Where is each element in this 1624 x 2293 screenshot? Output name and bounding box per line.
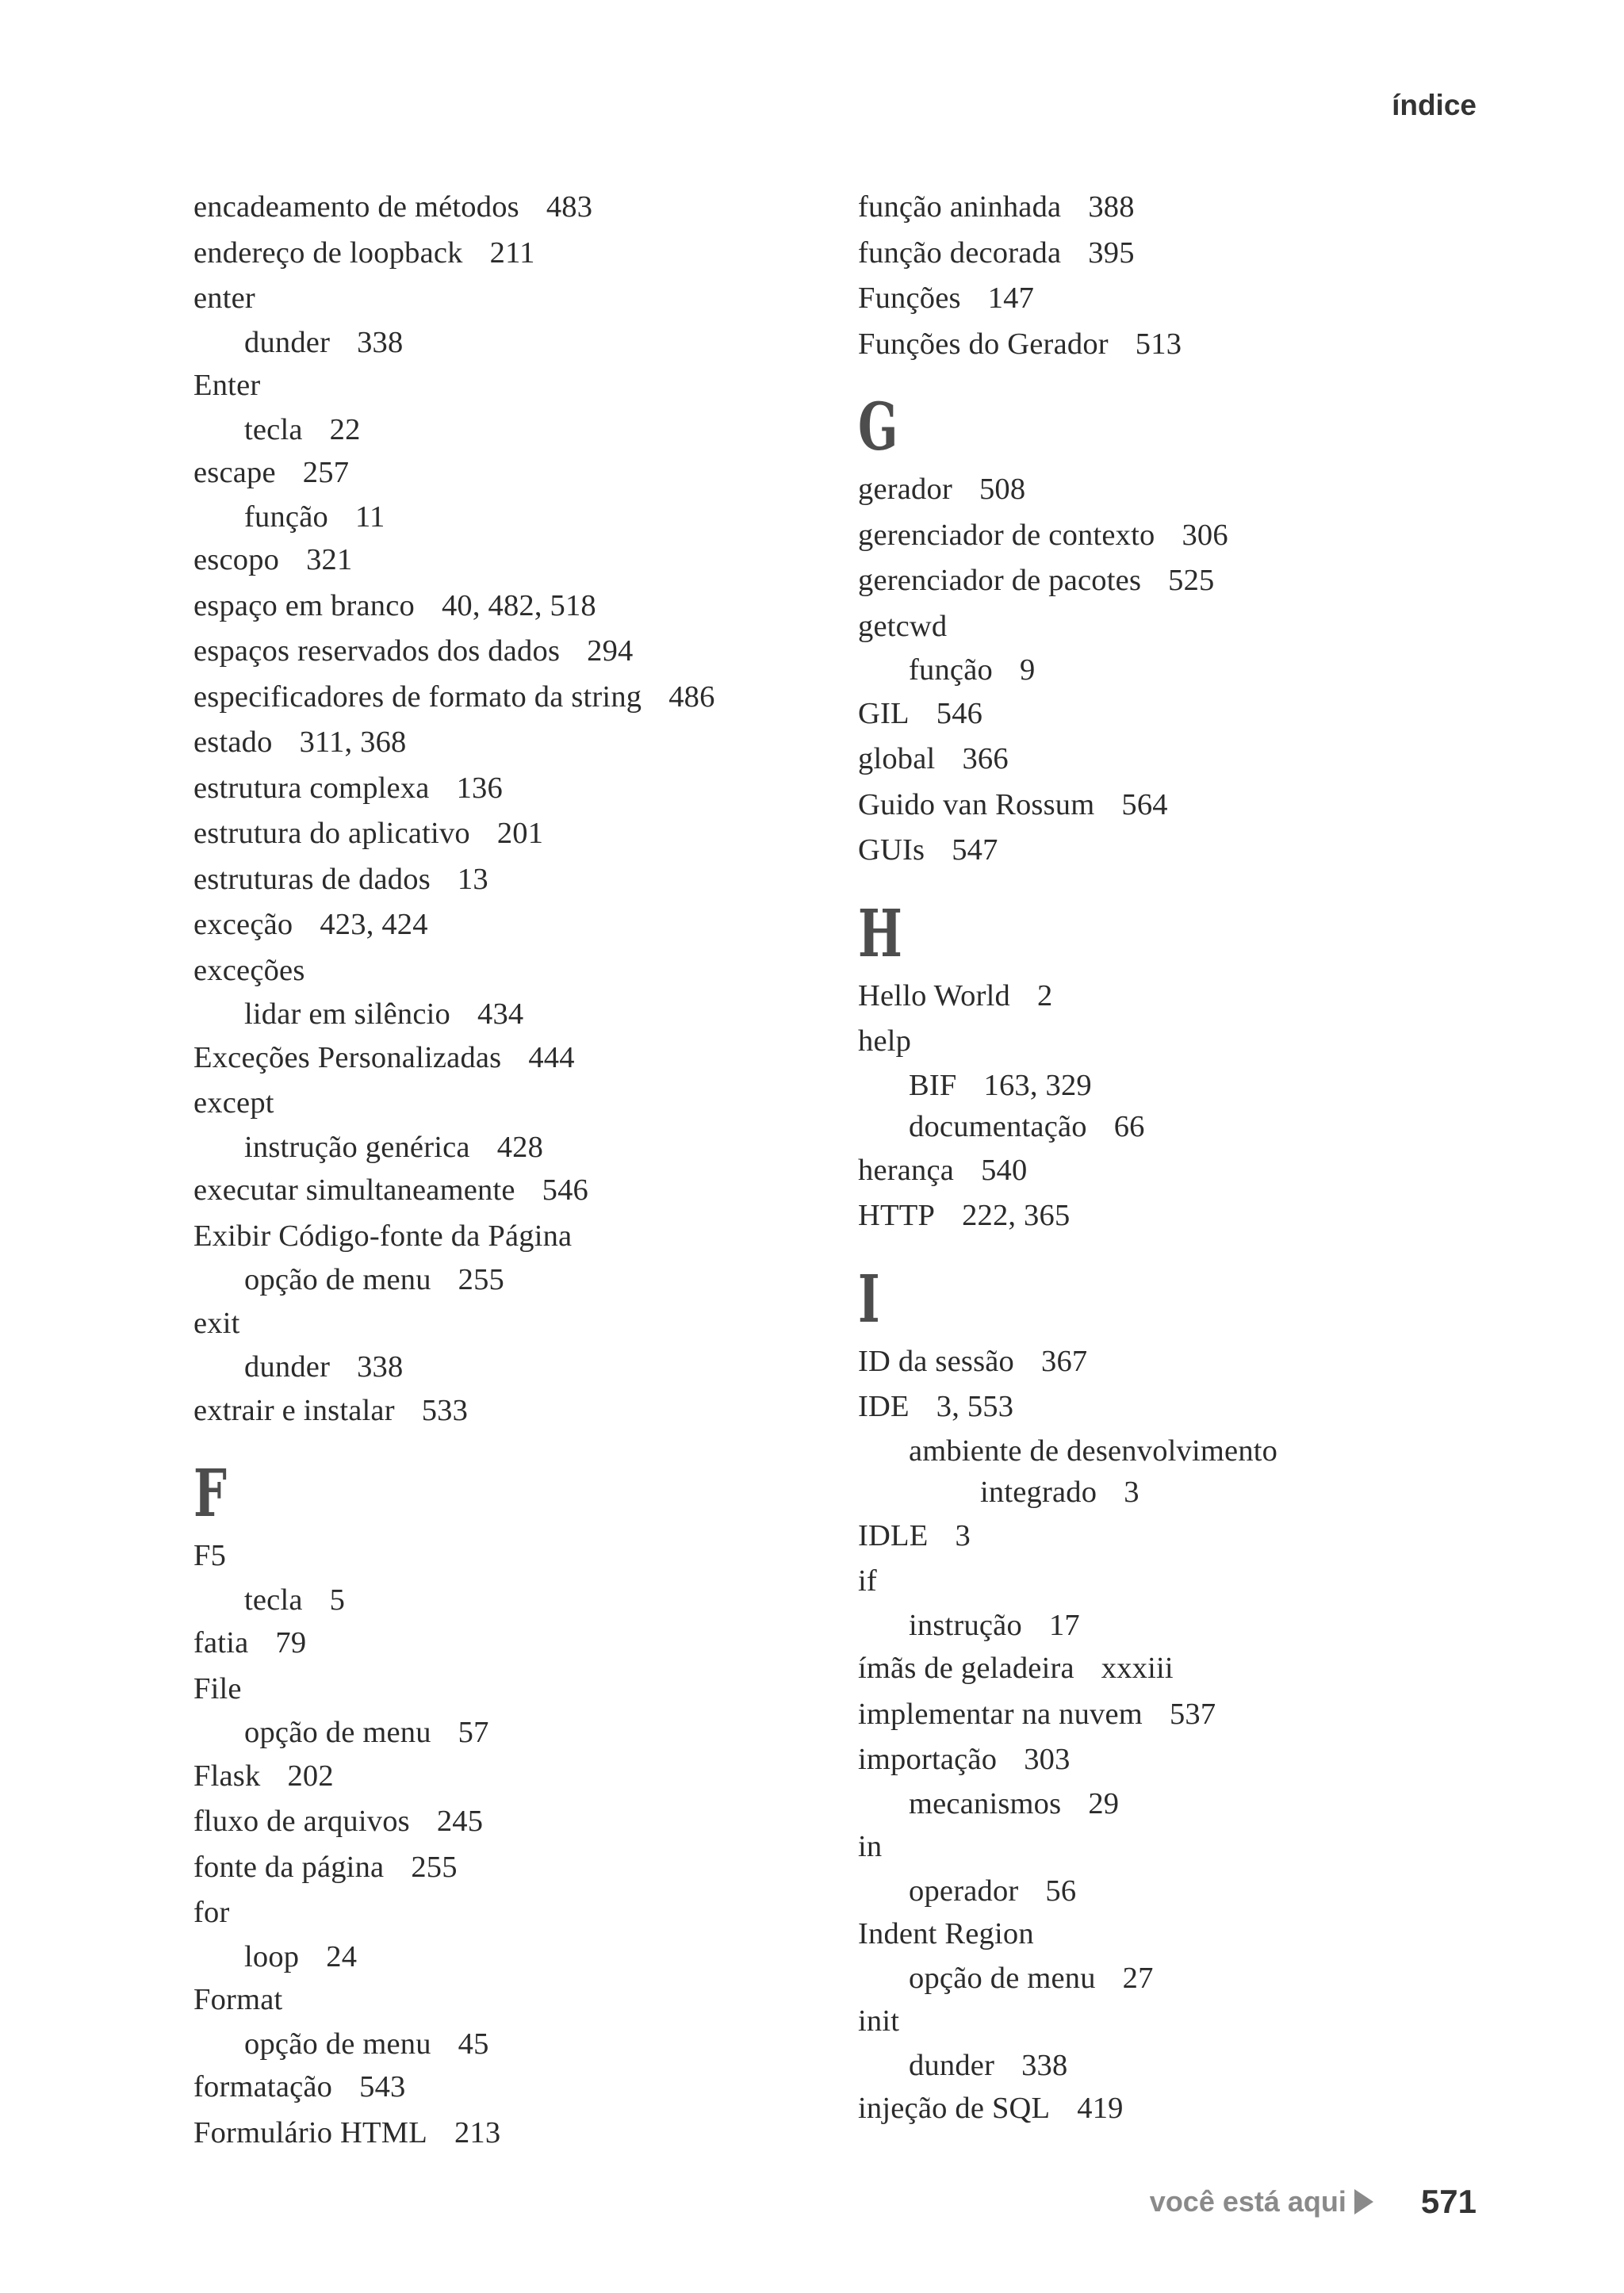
index-term: Funções	[858, 281, 961, 315]
index-page-numbers: 525	[1168, 564, 1215, 597]
index-term: exceção	[193, 908, 293, 941]
index-entry	[193, 1214, 828, 1260]
index-term: função decorada	[858, 235, 1062, 270]
index-term: Indent Region	[858, 1917, 1034, 1950]
index-page-numbers: 79	[275, 1626, 307, 1659]
index-entry	[858, 322, 1477, 368]
index-term: endereço de loopback	[193, 235, 463, 270]
index-page-numbers: 338	[1021, 2048, 1068, 2082]
index-subentry	[858, 2045, 1477, 2087]
index-term: Exibir Código-fonte da Página	[193, 1219, 573, 1253]
index-page-numbers: 3, 553	[936, 1390, 1014, 1423]
index-subentry	[193, 496, 828, 538]
index-term: ímãs de geladeira	[858, 1652, 1074, 1685]
index-term: Funções do Gerador	[858, 327, 1109, 361]
index-page-numbers: 5	[329, 1583, 346, 1617]
index-term: except	[193, 1086, 274, 1120]
index-term: for	[193, 1896, 230, 1929]
index-page-numbers: 222, 365	[962, 1199, 1071, 1232]
index-term: HTTP	[858, 1199, 936, 1232]
index-term: mecanismos	[909, 1786, 1062, 1820]
index-term: help	[858, 1024, 912, 1058]
index-entry	[193, 1301, 828, 1347]
page-number: 571	[1420, 2183, 1477, 2220]
index-page-numbers: 2	[1036, 978, 1053, 1013]
index-term: formatação	[193, 2070, 333, 2104]
index-subentry	[193, 1127, 828, 1169]
index-subentry	[858, 1783, 1477, 1825]
index-subentry	[193, 993, 828, 1035]
index-term: lidar em silêncio	[244, 997, 450, 1031]
index-page-numbers: 546	[936, 696, 983, 730]
index-entry	[858, 276, 1477, 322]
index-term: função aninhada	[858, 190, 1062, 224]
index-entry	[193, 720, 828, 766]
index-entry	[193, 675, 828, 721]
index-term: Formulário HTML	[193, 2115, 427, 2149]
index-entry	[858, 1824, 1477, 1870]
index-term: if	[858, 1564, 877, 1598]
index-subentry	[858, 1106, 1477, 1148]
index-entry	[193, 629, 828, 675]
index-page-numbers: 11	[354, 500, 385, 534]
index-subentry	[858, 1958, 1477, 2000]
index-entry	[858, 1692, 1477, 1738]
section-title: índice	[1392, 89, 1477, 121]
index-term: herança	[858, 1153, 955, 1187]
index-page-numbers: 255	[458, 1263, 505, 1296]
index-entry	[193, 1799, 828, 1845]
index-term: estado	[193, 725, 273, 759]
index-subentry	[193, 1259, 828, 1301]
index-term: loop	[244, 1939, 300, 1973]
index-column-right	[858, 185, 1477, 2132]
index-letter-heading: I	[858, 1261, 880, 1338]
index-term: função	[909, 653, 993, 687]
index-entry	[858, 604, 1477, 650]
index-term: implementar na nuvem	[858, 1697, 1143, 1731]
index-page-numbers: 303	[1024, 1743, 1071, 1776]
index-term: in	[858, 1830, 883, 1863]
index-subentry	[858, 1430, 1477, 1472]
index-term: encadeamento de métodos	[193, 190, 519, 224]
index-page-numbers: 321	[306, 543, 353, 576]
index-term: F5	[193, 1539, 227, 1572]
index-term: instrução genérica	[244, 1130, 470, 1164]
index-page-numbers: 13	[457, 862, 488, 896]
index-term: ambiente de desenvolvimento	[909, 1434, 1278, 1468]
index-subentry	[858, 649, 1477, 691]
index-entry	[193, 1977, 828, 2023]
index-entry	[193, 1667, 828, 1713]
index-page-numbers: 136	[456, 771, 503, 805]
index-term: File	[193, 1671, 242, 1705]
index-term: getcwd	[858, 609, 948, 643]
index-entry	[858, 1999, 1477, 2045]
index-term: injeção de SQL	[858, 2092, 1051, 2125]
index-page-numbers: 57	[458, 1716, 489, 1749]
index-term: escopo	[193, 543, 280, 576]
index-subentry	[193, 1346, 828, 1388]
index-term: espaço em branco	[193, 588, 415, 622]
index-page-numbers: 24	[326, 1939, 358, 1973]
index-term: especificadores de formato da string	[193, 679, 642, 714]
index-subentry	[858, 1605, 1477, 1647]
index-entry	[193, 1754, 828, 1800]
index-entry	[858, 974, 1477, 1020]
index-term: dunder	[244, 325, 331, 359]
index-term: executar simultaneamente	[193, 1173, 515, 1207]
index-term: exit	[193, 1306, 240, 1340]
index-entry	[193, 1035, 828, 1081]
index-term: init	[858, 2004, 900, 2038]
index-entry	[193, 231, 828, 277]
index-entry	[193, 185, 828, 231]
index-entry	[193, 584, 828, 630]
index-term: Hello World	[858, 978, 1010, 1013]
index-page-numbers: 147	[987, 281, 1035, 315]
index-term: função	[244, 500, 328, 534]
index-term: IDLE	[858, 1518, 929, 1552]
index-letter-heading: G	[858, 389, 898, 465]
index-page-numbers: 338	[357, 325, 404, 359]
index-page-numbers: 533	[421, 1393, 469, 1427]
index-entry	[193, 1621, 828, 1667]
index-entry	[858, 1912, 1477, 1958]
right-triangle-icon	[1354, 2189, 1373, 2215]
index-entry	[858, 691, 1477, 737]
page-footer	[1150, 2183, 1477, 2221]
index-term: instrução	[909, 1608, 1022, 1642]
index-entry	[193, 902, 828, 948]
index-page-numbers: 419	[1077, 2092, 1124, 2125]
index-page-numbers: 22	[329, 412, 361, 446]
index-term: opção de menu	[244, 1263, 431, 1296]
index-term: escape	[193, 456, 276, 489]
index-term: fatia	[193, 1626, 249, 1659]
index-page-numbers: 202	[287, 1759, 334, 1793]
index-term: integrado	[980, 1476, 1097, 1509]
index-term: gerador	[858, 473, 952, 506]
index-entry	[193, 857, 828, 903]
index-subentry	[193, 1936, 828, 1978]
index-term: operador	[909, 1874, 1019, 1908]
index-page-numbers: 366	[962, 742, 1009, 775]
index-page-numbers: 40, 482, 518	[441, 588, 596, 622]
index-term: GIL	[858, 696, 910, 730]
index-entry	[858, 2086, 1477, 2132]
index-page-numbers: 483	[546, 190, 593, 224]
index-page-numbers: 546	[542, 1173, 589, 1207]
index-term: extrair e instalar	[193, 1393, 395, 1427]
index-page-numbers: 311, 368	[299, 725, 407, 759]
index-term: Format	[193, 1983, 283, 2016]
index-entry	[858, 185, 1477, 231]
index-entry	[858, 783, 1477, 829]
index-letter-heading: F	[193, 1456, 227, 1532]
index-term: importação	[858, 1743, 998, 1776]
index-entry	[858, 1384, 1477, 1430]
index-page-numbers: 540	[981, 1153, 1028, 1187]
index-entry	[193, 1388, 828, 1434]
index-term: dunder	[909, 2048, 995, 2082]
index-entry	[193, 948, 828, 994]
index-entry	[193, 2065, 828, 2111]
index-subentry	[193, 322, 828, 364]
index-term: estrutura do aplicativo	[193, 817, 470, 850]
index-entry	[193, 1890, 828, 1936]
index-entry	[193, 1533, 828, 1579]
index-entry	[858, 737, 1477, 783]
index-subentry	[858, 1870, 1477, 1912]
index-page-numbers: 163, 329	[983, 1068, 1092, 1102]
index-term: Exceções Personalizadas	[193, 1040, 502, 1074]
index-letter-heading: H	[858, 895, 902, 972]
index-entry	[858, 513, 1477, 559]
index-page-numbers: 3	[955, 1518, 971, 1552]
index-entry	[193, 1845, 828, 1891]
index-entry	[858, 467, 1477, 513]
index-page-numbers: 201	[496, 817, 544, 850]
you-are-here-label: você está aqui	[1149, 2185, 1346, 2218]
index-entry	[858, 1646, 1477, 1692]
index-subentry	[193, 1712, 828, 1754]
index-page-numbers: 338	[357, 1350, 404, 1384]
index-entry	[193, 538, 828, 584]
index-entry	[858, 828, 1477, 874]
index-page-numbers: 257	[302, 456, 350, 489]
index-page-numbers: 367	[1041, 1344, 1088, 1378]
index-page-numbers: 245	[436, 1805, 484, 1838]
index-term: opção de menu	[244, 1716, 431, 1749]
index-entry	[193, 1168, 828, 1214]
index-term: ID da sessão	[858, 1344, 1014, 1378]
index-entry	[858, 1514, 1477, 1560]
index-page-numbers: xxxiii	[1101, 1652, 1174, 1685]
index-term: Flask	[193, 1759, 261, 1793]
index-term: tecla	[244, 412, 303, 446]
index-subentry	[193, 1579, 828, 1621]
index-term: exceções	[193, 953, 305, 987]
index-term: fonte da página	[193, 1850, 385, 1884]
index-entry	[858, 1559, 1477, 1605]
index-term: gerenciador de pacotes	[858, 564, 1142, 597]
index-page-numbers: 388	[1088, 190, 1135, 224]
index-term: GUIs	[858, 833, 925, 867]
index-page-numbers: 547	[952, 833, 998, 867]
index-subentry	[858, 1472, 1477, 1514]
index-term: enter	[193, 281, 255, 315]
index-page-numbers: 211	[489, 235, 535, 270]
index-entry	[858, 1019, 1477, 1065]
index-term: estrutura complexa	[193, 771, 430, 805]
index-entry	[193, 811, 828, 857]
index-entry	[193, 276, 828, 322]
index-term: gerenciador de contexto	[858, 518, 1155, 552]
index-page-numbers: 294	[587, 634, 634, 668]
index-entry	[858, 231, 1477, 277]
index-page-numbers: 27	[1122, 1961, 1154, 1995]
index-page-numbers: 306	[1182, 518, 1228, 552]
index-term: global	[858, 742, 936, 775]
index-term: documentação	[909, 1110, 1087, 1143]
index-page-numbers: 543	[359, 2070, 406, 2104]
index-entry	[193, 766, 828, 812]
index-term: BIF	[909, 1068, 957, 1102]
index-term: IDE	[858, 1390, 910, 1423]
index-page-numbers: 255	[411, 1850, 458, 1884]
index-entry	[193, 363, 828, 409]
index-term: Enter	[193, 369, 261, 402]
index-term: opção de menu	[244, 2027, 431, 2061]
index-subentry	[193, 409, 828, 451]
index-page-numbers: 444	[528, 1040, 575, 1074]
index-page-numbers: 513	[1135, 327, 1182, 361]
index-term: dunder	[244, 1350, 331, 1384]
index-subentry	[858, 1065, 1477, 1107]
index-page-numbers: 434	[477, 997, 524, 1031]
index-page-numbers: 486	[668, 679, 715, 714]
index-page-numbers: 213	[454, 2115, 501, 2149]
index-entry	[858, 558, 1477, 604]
index-page-numbers: 423, 424	[320, 908, 428, 941]
index-page-numbers: 3	[1124, 1476, 1139, 1509]
index-page-numbers: 56	[1045, 1874, 1077, 1908]
index-term: espaços reservados dos dados	[193, 634, 561, 668]
index-page-numbers: 17	[1048, 1608, 1080, 1642]
index-entry	[193, 2111, 828, 2157]
index-column-left	[193, 185, 828, 2156]
index-entry	[193, 450, 828, 496]
index-entry	[858, 1339, 1477, 1385]
index-entry	[193, 1081, 828, 1127]
index-page-numbers: 66	[1113, 1110, 1145, 1143]
index-page-numbers: 537	[1169, 1697, 1216, 1731]
index-term: tecla	[244, 1583, 303, 1617]
index-page-numbers: 508	[979, 473, 1026, 506]
index-page-numbers: 564	[1121, 787, 1168, 821]
index-subentry	[193, 2023, 828, 2065]
index-term: Guido van Rossum	[858, 787, 1095, 821]
index-page-numbers: 45	[458, 2027, 489, 2061]
index-term: estruturas de dados	[193, 862, 431, 896]
index-entry	[858, 1193, 1477, 1239]
index-page-numbers: 395	[1088, 235, 1135, 270]
index-term: opção de menu	[909, 1961, 1096, 1995]
index-page-numbers: 29	[1088, 1786, 1120, 1820]
index-page-numbers: 9	[1019, 653, 1036, 687]
index-term: fluxo de arquivos	[193, 1805, 410, 1838]
index-entry	[858, 1737, 1477, 1783]
index-entry	[858, 1148, 1477, 1194]
index-page-numbers: 428	[496, 1130, 544, 1164]
